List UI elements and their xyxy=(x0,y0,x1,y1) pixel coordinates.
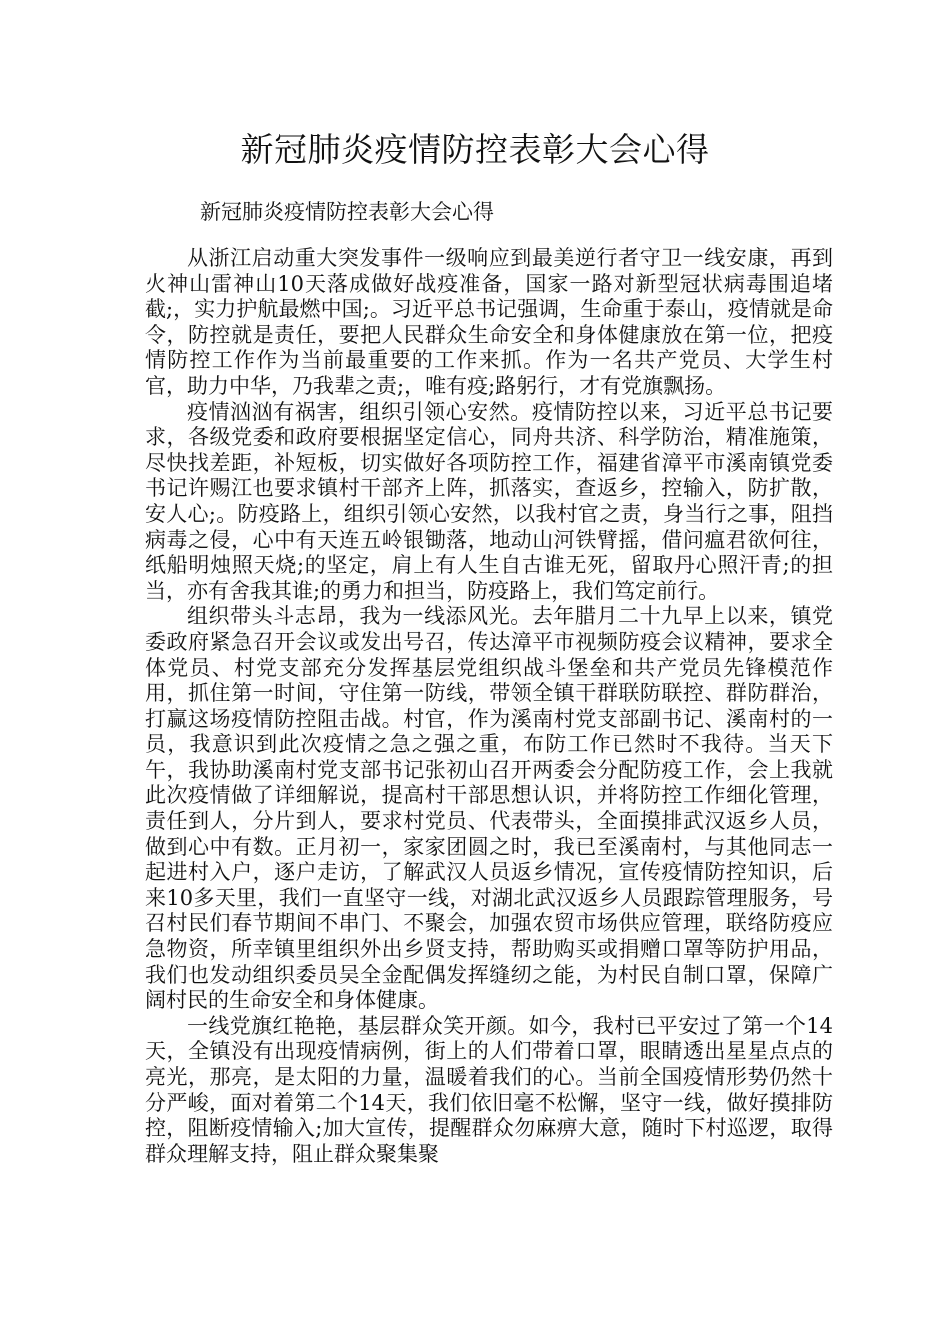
document-body xyxy=(145,246,833,1167)
document-title: 新冠肺炎疫情防控表彰大会心得 xyxy=(240,130,710,169)
document-subtitle: 新冠肺炎疫情防控表彰大会心得 xyxy=(200,200,494,224)
body-paragraph: 组织带头斗志昂，我为一线添风光。去年腊月二十九早上以来，镇党委政府紧急召开会议或发出号召，传达漳平市视频防疫会议精神，要求全体党员、村党支部充分发挥基层党组织战斗堡垒和共产党员先锋模范作用，抓住第一时间，守住第一防线，带领全镇干群联防联控、群防群治，打赢这场疫情防控阻击战。村官，作为溪南村党支部副书记、溪南村的一员，我意识到此次疫情之急之强之重，布防工作已然时不我待。当天下午，我协助溪南村党支部书记张初山召开两委会分配防疫工作，会上我就此次疫情做了详细解说，提高村干部思想认识，并将防控工作细化管理，责任到人，分片到人，要求村党员、代表带头，全面摸排武汉返乡人员，做到心中有数。正月初一，家家团圆之时，我已至溪南村，与其他同志一起进村入户，逐户走访，了解武汉人员返乡情况，宣传疫情防控知识，后来10多天里，我们一直坚守一线，对湖北武汉返乡人员跟踪管理服务，号召村民们春节期间不串门、不聚会，加强农贸市场供应管理，联络防疫应急物资，所幸镇里组织外出乡贤支持，帮助购买或捐赠口罩等防护用品，我们也发动组织委员吴全金配偶发挥缝纫之能，为村民自制口罩，保障广阔村民的生命安全和身体健康。 xyxy=(145,604,833,1013)
body-paragraph: 一线党旗红艳艳，基层群众笑开颜。如今，我村已平安过了第一个14天，全镇没有出现疫情病例，街上的人们带着口罩，眼睛透出星星点点的亮光，那亮，是太阳的力量，温暖着我们的心。当前全国疫情形势仍然十分严峻，面对着第二个14天，我们依旧毫不松懈，坚守一线，做好摸排防控，阻断疫情输入;加大宣传，提醒群众勿麻痹大意，随时下村巡逻，取得群众理解支持，阻止群众聚集聚 xyxy=(145,1013,833,1166)
body-paragraph: 疫情汹汹有祸害，组织引领心安然。疫情防控以来，习近平总书记要求，各级党委和政府要根据坚定信心，同舟共济、科学防治，精准施策，尽快找差距，补短板，切实做好各项防控工作，福建省漳平市溪南镇党委书记许赐江也要求镇村干部齐上阵，抓落实，查返乡，控输入，防扩散，安人心;。防疫路上，组织引领心安然，以我村官之责，身当行之事，阻挡病毒之侵，心中有天连五岭银锄落，地动山河铁臂摇，借问瘟君欲何往，纸船明烛照天烧;的坚定，肩上有人生自古谁无死，留取丹心照汗青;的担当，亦有舍我其谁;的勇力和担当，防疫路上，我们笃定前行。 xyxy=(145,399,833,603)
body-paragraph: 从浙江启动重大突发事件一级响应到最美逆行者守卫一线安康，再到火神山雷神山10天落成做好战疫准备，国家一路对新型冠状病毒围追堵截;，实力护航最燃中国;。习近平总书记强调，生命重于泰山，疫情就是命令，防控就是责任，要把人民群众生命安全和身体健康放在第一位，把疫情防控工作作为当前最重要的工作来抓。作为一名共产党员、大学生村官，助力中华，乃我辈之责;，唯有疫;路躬行，才有党旗飘扬。 xyxy=(145,246,833,398)
